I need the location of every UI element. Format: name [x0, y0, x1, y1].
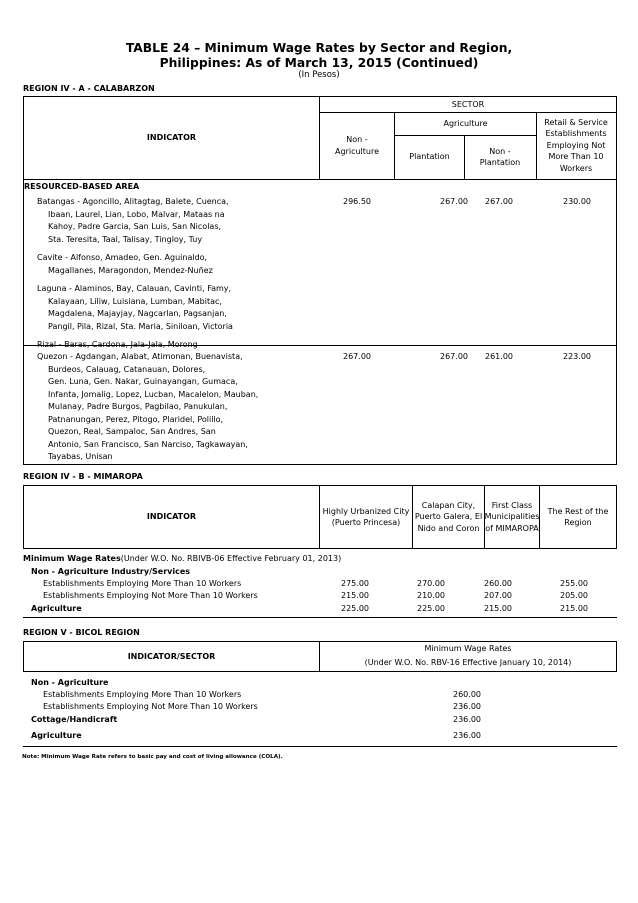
bicol-cottage-label: Cottage/Handicraft — [31, 715, 118, 724]
rest-of-region-header: The Rest of the Region — [547, 506, 609, 527]
value-cell: 260.00 — [484, 579, 512, 588]
indicator-header: INDICATOR — [146, 512, 197, 522]
value-cell: 267.00 — [440, 197, 468, 206]
table-title-line2: Philippines: As of March 13, 2015 (Continued) — [159, 56, 479, 70]
municipality-line: Antonio, San Francisco, San Narciso, Tagkawayan, — [48, 439, 248, 449]
value-cell: 223.00 — [563, 352, 591, 361]
municipality-line: Magallanes, Maragondon, Mendez-Nuñez — [48, 265, 213, 275]
region-4a-heading: REGION IV - A - CALABARZON — [23, 84, 155, 93]
municipality-line: Infanta, Jomalig, Lopez, Lucban, Macalelon, Mauban, — [48, 389, 259, 399]
value-cell: 236.00 — [453, 702, 481, 711]
value-cell: 267.00 — [440, 352, 468, 361]
municipality-line: Mulanay, Padre Burgos, Pagbilao, Panukulan, — [48, 402, 228, 411]
mimaropa-row-label: Establishments Employing More Than 10 Workers — [43, 579, 242, 588]
municipality-line: Burdeos, Calauag, Catanauan, Dolores, — [48, 364, 206, 374]
value-cell: 255.00 — [560, 579, 588, 588]
value-cell: 205.00 — [560, 591, 588, 600]
region-4b-heading: REGION IV - B - MIMAROPA — [23, 472, 143, 481]
municipality-line: Quezon - Agdangan, Alabat, Atimonan, Buenavista, — [37, 352, 243, 361]
municipality-line: Rizal - Baras, Cardona, Jala-Jala, Morong — [37, 340, 198, 349]
value-cell: 215.00 — [560, 604, 588, 613]
value-cell: 215.00 — [484, 604, 512, 613]
mimaropa-nonagri-label: Non - Agriculture Industry/Services — [31, 567, 191, 576]
municipality-line: Quezon, Real, Sampaloc, San Andres, San — [48, 427, 216, 436]
municipality-line: Patnanungan, Perez, Pitogo, Plaridel, Polillo, — [48, 414, 224, 424]
municipality-line: Kahoy, Padre Garcia, San Luis, San Nicolas, — [48, 222, 222, 231]
table-title-line1: TABLE 24 – Minimum Wage Rates by Sector and Region, — [125, 41, 513, 55]
municipality-line: Magdalena, Majayjay, Nagcarlan, Pagsanjan, — [48, 309, 227, 318]
municipality-line: Sta. Teresita, Taal, Talisay, Tingloy, Tuy — [48, 234, 203, 244]
region-4a-table — [23, 96, 617, 464]
bicol-row-label: Establishments Employing More Than 10 Workers — [43, 690, 242, 699]
value-cell: 275.00 — [341, 579, 369, 588]
value-cell: 210.00 — [417, 591, 445, 600]
resource-based-area-label: RESOURCED-BASED AREA — [24, 182, 140, 191]
first-class-header: First Class Municipalities of MIMAROPA — [484, 500, 540, 533]
mimaropa-row-label: Establishments Employing Not More Than 10 Workers — [43, 591, 258, 600]
calapan-header: Calapan City, Puerto Galera, El Nido and Coron — [414, 500, 483, 533]
value-cell: 267.00 — [485, 197, 513, 206]
municipality-line: Tayabas, Unisan — [48, 452, 113, 461]
municipality-line: Kalayaan, Liliw, Luisiana, Lumban, Mabitac, — [48, 296, 222, 306]
municipality-line: Pangil, Pila, Rizal, Sta. Maria, Siniloan, Victoria — [48, 321, 233, 331]
value-cell: 270.00 — [417, 579, 445, 588]
mimaropa-wage-order: Minimum Wage Rates(Under W.O. No. RBIVB-06 Effective February 01, 2013) — [23, 554, 342, 563]
municipality-line: Cavite - Alfonso, Amadeo, Gen. Aguinaldo, — [37, 253, 208, 262]
non-plantation-header: Non - Plantation — [479, 146, 521, 167]
value-cell: 225.00 — [417, 604, 445, 613]
sector-header: SECTOR — [451, 99, 485, 109]
mimaropa-agri-label: Agriculture — [31, 604, 82, 613]
value-cell: 267.00 — [343, 352, 371, 361]
value-cell: 236.00 — [453, 731, 481, 740]
value-cell: 261.00 — [485, 352, 513, 361]
region-4b-header — [23, 485, 617, 549]
group2-municipalities — [37, 351, 258, 464]
bicol-agri-label: Agriculture — [31, 731, 82, 740]
municipality-line: Ibaan, Laurel, Lian, Lobo, Malvar, Mataas na — [48, 209, 225, 219]
indicator-sector-header: INDICATOR/SECTOR — [127, 651, 216, 661]
unit-label: (In Pesos) — [298, 70, 340, 80]
bicol-row-label: Establishments Employing Not More Than 10 Workers — [43, 702, 258, 711]
retail-header: Retail & Service Establishments Employing Not More Than 10 Workers — [544, 117, 608, 173]
municipality-line: Batangas - Agoncillo, Alitagtag, Balete, Cuenca, — [37, 197, 229, 206]
value-cell: 225.00 — [341, 604, 369, 613]
bicol-nonagri-label: Non - Agriculture — [31, 678, 109, 687]
plantation-header: Plantation — [409, 152, 450, 162]
mwr-header: Minimum Wage Rates — [424, 644, 512, 654]
value-cell: 296.50 — [343, 197, 371, 206]
agriculture-header: Agriculture — [443, 118, 488, 128]
value-cell: 236.00 — [453, 715, 481, 724]
region-5-header — [23, 641, 617, 672]
footnote: Note: Minimum Wage Rate refers to basic pay and cost of living allowance (COLA). — [22, 754, 283, 760]
value-cell: 207.00 — [484, 591, 512, 600]
region-5-heading: REGION V - BICOL REGION — [23, 628, 140, 637]
indicator-header: INDICATOR — [146, 133, 197, 143]
value-cell: 215.00 — [341, 591, 369, 600]
value-cell: 260.00 — [453, 690, 481, 699]
value-cell: 230.00 — [563, 197, 591, 206]
non-agriculture-header: Non - Agriculture — [335, 135, 379, 156]
municipality-line: Laguna - Alaminos, Bay, Calauan, Cavinti, Famy, — [37, 284, 232, 293]
municipality-line: Gen. Luna, Gen. Nakar, Guinayangan, Gumaca, — [48, 377, 238, 386]
group1-municipalities — [37, 196, 233, 352]
urbanized-city-header: Highly Urbanized City (Puerto Princesa) — [322, 506, 410, 527]
wage-order-header: (Under W.O. No. RBV-16 Effective January 10, 2014) — [364, 658, 572, 668]
